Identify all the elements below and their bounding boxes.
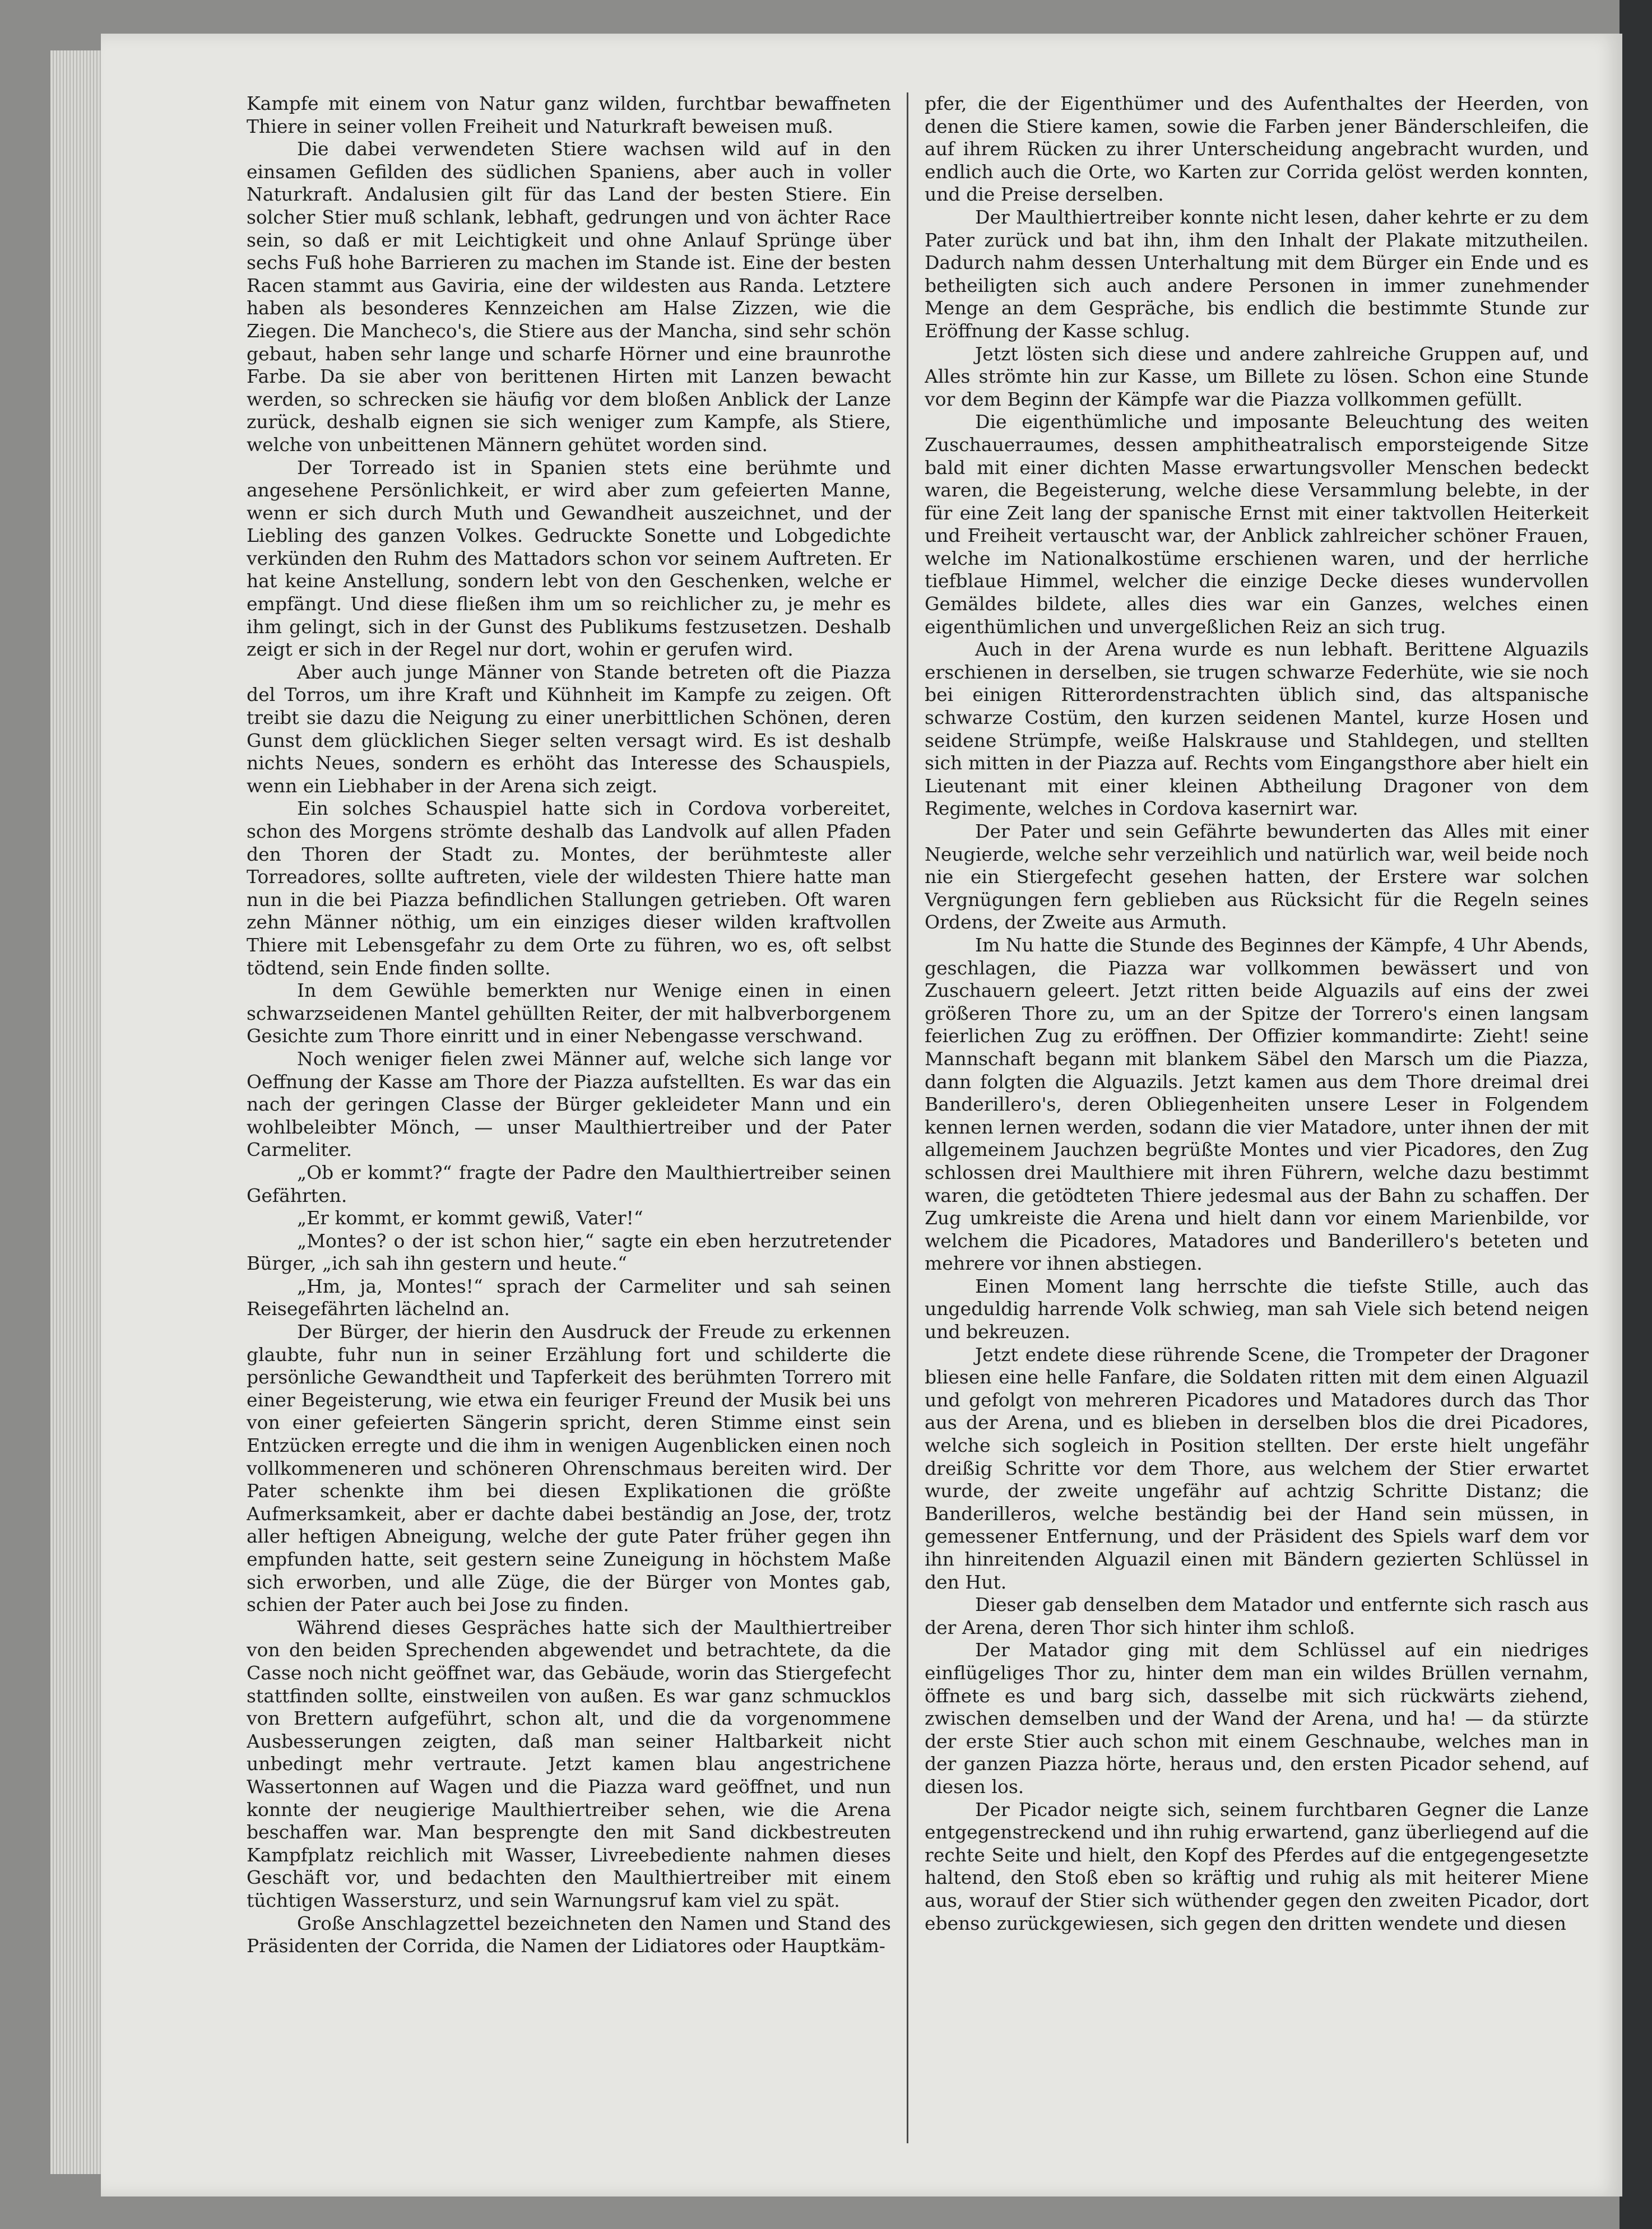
paragraph: Jetzt lösten sich diese und andere zahlreiche Gruppen auf, und Alles strömte hin zur Kasse, um Billete zu lösen. Schon eine Stunde vor dem Beginn der Kämpfe war die Piazza vollkommen gefüllt. — [925, 342, 1589, 410]
paragraph: Der Torreado ist in Spanien stets eine berühmte und angesehene Persönlichkeit, er wird aber zum gefeierten Manne, wenn er sich durch Muth und Gewandheit auszeichnet, und der Liebling des ganzen Volkes. Gedruckte Sonette und Lobgedichte verkünden den Ruhm des Mattadors schon vor seinem Auftreten. Er hat keine Anstellung, sondern lebt von den Geschenken, welche er empfängt. Und diese fließen ihm um so reichlicher zu, je mehr es ihm gelingt, sich in der Gunst des Publikums festzusetzen. Deshalb zeigt er sich in der Regel nur dort, wohin er gerufen wird. — [247, 456, 891, 661]
paragraph: „Er kommt, er kommt gewiß, Vater!“ — [297, 1207, 643, 1229]
paragraph: Die dabei verwendeten Stiere wachsen wild auf in den einsamen Gefilden des südlichen Spaniens, aber auch in voller Naturkraft. Andalusien gilt für das Land der besten Stiere. Ein solcher Stier muß schlank, lebhaft, gedrungen und von ächter Race sein, so daß er mit Leichtigkeit und ohne Anlauf Sprünge über sechs Fuß hohe Barrieren zu machen im Stande ist. Eine der besten Racen stammt aus Gaviria, eine der wildesten aus Randa. Letztere haben als besonderes Kennzeichen am Halse Zizzen, wie die Ziegen. Die Mancheco's, die Stiere aus der Mancha, sind sehr schön gebaut, haben sehr lange und scharfe Hörner und eine braunrothe Farbe. Da sie aber von berittenen Hirten mit Lanzen bewacht werden, so schrecken sie häufig vor dem bloßen Anblick der Lanze zurück, deshalb eignen sie sich weniger zum Kampfe, als Stiere, welche von unbeittenen Männern gehütet worden sind. — [247, 138, 891, 456]
paragraph: Während dieses Gespräches hatte sich der Maulthiertreiber von den beiden Sprechenden abgewendet und betrachtete, da die Casse noch nicht geöffnet war, das Gebäude, worin das Stiergefecht stattfinden sollte, einstweilen von außen. Es war ganz schmucklos von Brettern aufgeführt, schon alt, und die da vorgenommene Ausbesserungen zeigten, daß man seiner Haltbarkeit nicht unbedingt mehr vertraute. Jetzt kamen blau angestrichene Wassertonnen auf Wagen und die Piazza ward geöffnet, und nun konnte der neugierige Maulthiertreiber sehen, wie die Arena beschaffen war. Man besprengte den mit Sand dickbestreuten Kampfplatz reichlich mit Wasser, Livreebediente nahmen dieses Geschäft vor, und bedachten den Maulthiertreiber mit einem tüchtigen Wassersturz, und sein Warnungsruf kam viel zu spät. — [247, 1616, 891, 1911]
column-rule — [907, 92, 908, 2143]
paragraph: Aber auch junge Männer von Stande betreten oft die Piazza del Torros, um ihre Kraft und Kühnheit im Kampfe zu zeigen. Oft treibt sie dazu die Neigung zu einer unerbittlichen Schönen, deren Gunst dem glücklichen Sieger selten versagt wird. Es ist deshalb nichts Neues, sondern es erhöht das Interesse des Schauspiels, wenn ein Liebhaber in der Arena sich zeigt. — [247, 661, 891, 797]
paragraph: Große Anschlagzettel bezeichneten den Namen und Stand des Präsidenten der Corrida, die Namen der Lidiatores oder Hauptkäm- — [247, 1912, 891, 1957]
left-text-column — [247, 92, 891, 2149]
paragraph: Ein solches Schauspiel hatte sich in Cordova vorbereitet, schon des Morgens strömte deshalb das Landvolk auf allen Pfaden den Thoren der Stadt zu. Montes, der berühmteste aller Torreadores, sollte auftreten, viele der wildesten Thiere hatte man nun in die bei Piazza befindlichen Stallungen getrieben. Oft waren zehn Männer nöthig, um ein einziges dieser wilden kraftvollen Thiere mit Lebensgefahr zu dem Orte zu führen, wo es, oft selbst tödtend, sein Ende finden sollte. — [247, 797, 891, 979]
paragraph: Einen Moment lang herrschte die tiefste Stille, auch das ungeduldig harrende Volk schwieg, man sah Viele sich betend neigen und bekreuzen. — [925, 1275, 1589, 1343]
paragraph: Im Nu hatte die Stunde des Beginnes der Kämpfe, 4 Uhr Abends, geschlagen, die Piazza war vollkommen bewässert und von Zuschauern geleert. Jetzt ritten beide Alguazils auf eins der zwei größeren Thore zu, um an der Spitze der Torrero's einen langsam feierlichen Zug zu eröffnen. Der Offizier kommandirte: Zieht! seine Mannschaft begann mit blankem Säbel den Marsch um die Piazza, dann folgten die Alguazils. Jetzt kamen aus dem Thore dreimal drei Banderillero's, deren Obliegenheiten unsere Leser in Folgendem kennen lernen werden, sodann die vier Matadore, unter ihnen der mit allgemeinem Jauchzen begrüßte Montes und vier Picadores, den Zug schlossen drei Maulthiere mit ihren Führern, welche dazu bestimmt waren, die getödteten Thiere jedesmal aus der Bahn zu schaffen. Der Zug umkreiste die Arena und hielt dann vor einem Marienbilde, vor welchem die Picadores, Matadores und Banderillero's beteten und mehrere vor ihnen abstiegen. — [925, 934, 1589, 1275]
paragraph: Der Matador ging mit dem Schlüssel auf ein niedriges einflügeliges Thor zu, hinter dem man ein wildes Brüllen vernahm, öffnete es und barg sich, dasselbe mit sich rückwärts ziehend, zwischen demselben und der Wand der Arena, und ha! — da stürzte der erste Stier auch schon mit einem Geschnaube, welches man in der ganzen Piazza hörte, heraus und, den ersten Picador sehend, auf diesen los. — [925, 1639, 1589, 1798]
paragraph: Der Picador neigte sich, seinem furchtbaren Gegner die Lanze entgegenstreckend und ihn ruhig erwartend, ganz überliegend auf die rechte Seite und hielt, den Kopf des Pferdes auf die entgegengesetzte haltend, den Stoß eben so kräftig und ruhig als mit heiterer Miene aus, worauf der Stier sich wüthender gegen den zweiten Picador, dort ebenso zurückgewiesen, sich gegen den dritten wendete und diesen — [925, 1798, 1589, 1934]
paragraph: „Montes? o der ist schon hier,“ sagte ein eben herzutretender Bürger, „ich sah ihn gestern und heute.“ — [247, 1229, 891, 1275]
paragraph: „Ob er kommt?“ fragte der Padre den Maulthiertreiber seinen Gefährten. — [247, 1161, 891, 1206]
scanner-bed-edge — [1619, 0, 1652, 2229]
paragraph: Die eigenthümliche und imposante Beleuchtung des weiten Zuschauerraumes, dessen amphitheatralisch emporsteigende Sitze bald mit einer dichten Masse erwartungsvoller Menschen bedeckt waren, die Begeisterung, welche diese Versammlung belebte, in der für eine Zeit lang der spanische Ernst mit einer taktvollen Heiterkeit und Freiheit vertauscht war, der Anblick zahlreicher schöner Frauen, welche im Nationalkostüme erschienen waren, und der herrliche tiefblaue Himmel, welcher die einzige Decke dieses wundervollen Gemäldes bildete, alles dies war ein Ganzes, welches einen eigenthümlichen und unvergeßlichen Reiz an sich trug. — [925, 411, 1589, 638]
paragraph: „Hm, ja, Montes!“ sprach der Carmeliter und sah seinen Reisegefährten lächelnd an. — [247, 1275, 891, 1320]
paragraph: Der Maulthiertreiber konnte nicht lesen, daher kehrte er zu dem Pater zurück und bat ihn, ihm den Inhalt der Plakate mitzutheilen. Dadurch nahm dessen Unterhaltung mit dem Bürger ein Ende und es betheiligten sich auch andere Personen in immer zunehmender Menge an dem Gespräche, bis endlich die bestimmte Stunde zur Eröffnung der Kasse schlug. — [925, 206, 1589, 342]
paragraph: Kampfe mit einem von Natur ganz wilden, furchtbar bewaffneten Thiere in seiner vollen Freiheit und Naturkraft beweisen muß. — [247, 92, 891, 137]
paragraph: Der Bürger, der hierin den Ausdruck der Freude zu erkennen glaubte, fuhr nun in seiner Erzählung fort und schilderte die persönliche Gewandtheit und Tapferkeit des berühmten Torrero mit einer Begeisterung, wie etwa ein feuriger Freund der Musik bei uns von einer gefeierten Sängerin spricht, deren Stimme einst sein Entzücken erregte und die ihm in wenigen Augenblicken einen noch vollkommeneren und schöneren Ohrenschmaus bereiten wird. Der Pater schenkte ihm bei diesen Explikationen die größte Aufmerksamkeit, aber er dachte dabei beständig an Jose, der, trotz aller heftigen Abneigung, welche der gute Pater früher gegen ihn empfunden hatte, seit gestern seine Zuneigung in höchstem Maße sich erworben, und alle Züge, die der Bürger von Montes gab, schien der Pater auch bei Jose zu finden. — [247, 1321, 891, 1616]
paragraph: Der Pater und sein Gefährte bewunderten das Alles mit einer Neugierde, welche sehr verzeihlich und natürlich war, weil beide noch nie ein Stiergefecht gesehen hatten, der Erstere war solchen Vergnügungen fern geblieben aus Rücksicht für die Regeln seines Ordens, der Zweite aus Armuth. — [925, 820, 1589, 934]
paragraph: Auch in der Arena wurde es nun lebhaft. Berittene Alguazils erschienen in derselben, sie trugen schwarze Federhüte, wie sie noch bei einigen Ritterordenstrachten üblich sind, das altspanische schwarze Costüm, den kurzen seidenen Mantel, kurze Hosen und seidene Strümpfe, weiße Halskrause und Stahldegen, und stellten sich mitten in der Piazza auf. Rechts vom Eingangsthore aber hielt ein Lieutenant mit einer kleinen Abtheilung Dragoner von dem Regimente, welches in Cordova kasernirt war. — [925, 638, 1589, 820]
paragraph: Jetzt endete diese rührende Scene, die Trompeter der Dragoner bliesen eine helle Fanfare, die Soldaten ritten mit dem einen Alguazil und gefolgt von mehreren Picadores und Matadores durch das Thor aus der Arena, und es blieben in derselben blos die drei Picadores, welche sich sogleich in Position stellten. Der erste hielt ungefähr dreißig Schritte vor dem Thore, aus welchem der Stier erwartet wurde, der zweite ungefähr auf achtzig Schritte Distanz; die Banderilleros, welche beständig bei der Hand sein müssen, in gemessener Entfernung, und der Präsident des Spiels warf dem vor ihn hinreitenden Alguazil einen mit Bändern gezierten Schlüssel in den Hut. — [925, 1343, 1589, 1593]
paragraph: Dieser gab denselben dem Matador und entfernte sich rasch aus der Arena, deren Thor sich hinter ihm schloß. — [925, 1594, 1589, 1638]
right-text-column — [925, 92, 1589, 2149]
paragraph: In dem Gewühle bemerkten nur Wenige einen in einen schwarzseidenen Mantel gehüllten Reiter, der mit halbverborgenem Gesichte zum Thore einritt und in einer Nebengasse verschwand. — [247, 979, 891, 1047]
paragraph: pfer, die der Eigenthümer und des Aufenthaltes der Heerden, von denen die Stiere kamen, sowie die Farben jener Bänderschleifen, die auf ihrem Rücken zu ihrer Unterscheidung angebracht wurden, und endlich auch die Orte, wo Karten zur Corrida gelöst werden konnten, und die Preise derselben. — [925, 92, 1589, 206]
paragraph: Noch weniger fielen zwei Männer auf, welche sich lange vor Oeffnung der Kasse am Thore der Piazza aufstellten. Es war das ein nach der geringen Classe der Bürger gekleideter Mann und ein wohlbeleibter Mönch, — unser Maulthiertreiber und der Pater Carmeliter. — [247, 1047, 891, 1161]
